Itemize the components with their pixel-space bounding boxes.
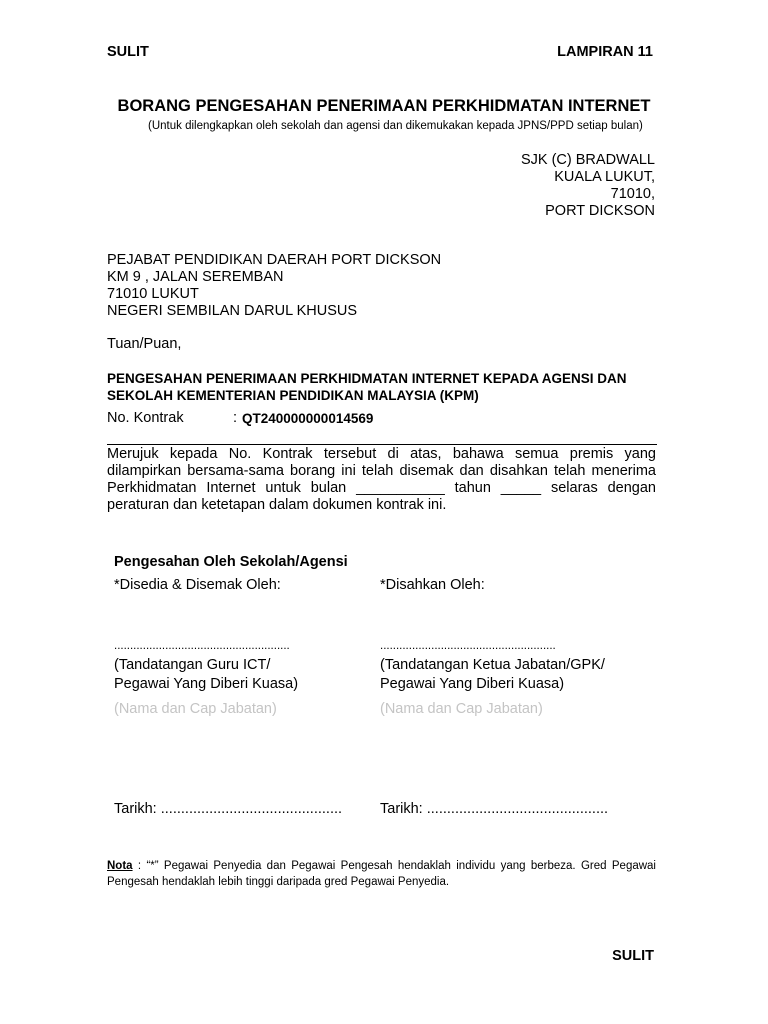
note: [107, 858, 656, 890]
sender-address-line: SJK (C) BRADWALL: [520, 152, 655, 168]
recipient-address-line: 71010 LUKUT: [107, 286, 199, 302]
approved-name-stamp-hint: (Nama dan Cap Jabatan): [380, 701, 543, 717]
divider: [107, 444, 657, 445]
prepared-name-stamp-hint: (Nama dan Cap Jabatan): [114, 701, 277, 717]
salutation: Tuan/Puan,: [107, 336, 182, 352]
contract-label: No. Kontrak: [107, 410, 184, 426]
date-dots: .............................................: [426, 801, 609, 817]
subject-line: PENGESAHAN PENERIMAAN PERKHIDMATAN INTERNET KEPADA AGENSI DAN: [107, 371, 627, 386]
recipient-address-line: KM 9 , JALAN SEREMBAN: [107, 269, 284, 285]
body-paragraph: Merujuk kepada No. Kontrak tersebut di atas, bahawa semua premis yang dilampirkan bersama-sama borang ini telah disemak dan disahkan telah menerima Perkhidmatan Internet untuk bulan ___________ tahun _____ selaras dengan peraturan dan ketetapan dalam dokumen kontrak ini.: [107, 446, 656, 513]
date-label: Tarikh:: [380, 801, 423, 817]
prepared-by-label: *Disedia & Disemak Oleh:: [114, 577, 281, 593]
date-dots: .............................................: [160, 801, 343, 817]
contract-separator: :: [233, 410, 238, 426]
subject: [107, 370, 627, 404]
caption-line: (Tandatangan Ketua Jabatan/GPK/: [380, 657, 605, 673]
sender-address-line: 71010,: [610, 186, 655, 202]
form-title: BORANG PENGESAHAN PENERIMAAN PERKHIDMATAN INTERNET: [117, 97, 651, 115]
attachment-label: LAMPIRAN 11: [557, 44, 653, 60]
prepared-signature-caption: [114, 656, 298, 694]
form-subtitle: (Untuk dilengkapkan oleh sekolah dan agensi dan dikemukakan kepada JPNS/PPD setiap bulan): [148, 120, 643, 132]
caption-line: (Tandatangan Guru ICT/: [114, 657, 271, 673]
note-text: : “*” Pegawai Penyedia dan Pegawai Pengesah hendaklah individu yang berbeza. Gred Pegawai Pengesah hendaklah lebih tinggi daripada gred Pegawai Penyedia.: [107, 860, 656, 888]
subject-line: SEKOLAH KEMENTERIAN PENDIDIKAN MALAYSIA (KPM): [107, 388, 479, 403]
recipient-address-line: PEJABAT PENDIDIKAN DAERAH PORT DICKSON: [107, 252, 442, 268]
sender-address-line: KUALA LUKUT,: [554, 169, 655, 185]
classification-header: SULIT: [107, 44, 149, 60]
caption-line: Pegawai Yang Diberi Kuasa): [380, 676, 565, 692]
note-label: Nota: [107, 860, 133, 872]
sender-address-line: PORT DICKSON: [545, 203, 655, 219]
recipient-address-line: NEGERI SEMBILAN DARUL KHUSUS: [107, 303, 358, 319]
caption-line: Pegawai Yang Diberi Kuasa): [114, 676, 299, 692]
approved-signature-line: .......................................................: [380, 640, 556, 652]
prepared-date: [114, 801, 342, 817]
prepared-signature-line: .......................................................: [114, 640, 290, 652]
confirmation-heading: Pengesahan Oleh Sekolah/Agensi: [114, 554, 348, 570]
recipient-address: [107, 252, 441, 320]
approved-signature-caption: [380, 656, 605, 694]
approved-date: [380, 801, 608, 817]
date-label: Tarikh:: [114, 801, 157, 817]
sender-address: [521, 152, 655, 220]
classification-footer: SULIT: [612, 948, 654, 964]
approved-by-label: *Disahkan Oleh:: [380, 577, 485, 593]
contract-number: QT240000000014569: [242, 411, 374, 426]
